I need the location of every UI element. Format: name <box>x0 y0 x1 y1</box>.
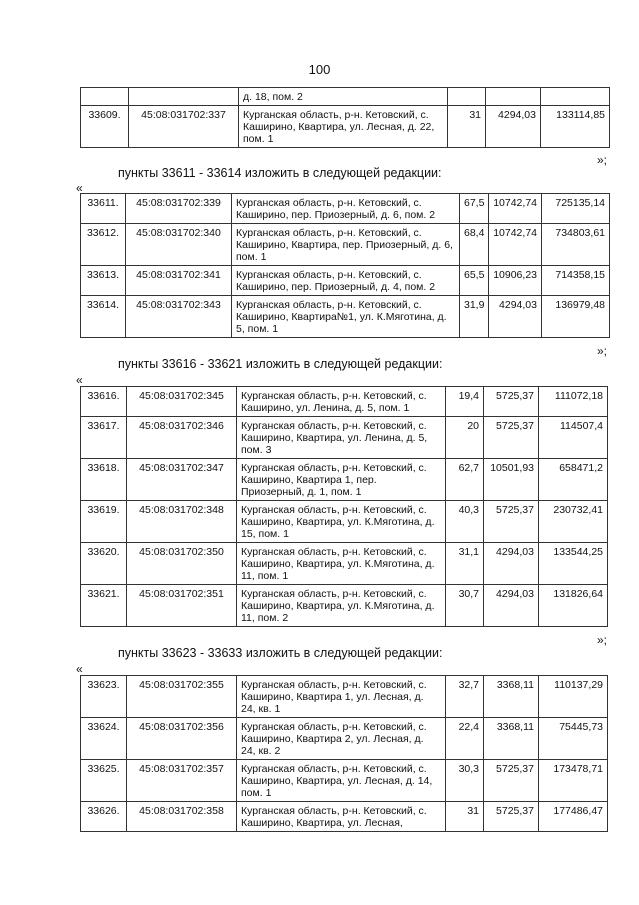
value-cell: 658471,2 <box>539 459 608 501</box>
open-quote: « <box>76 373 83 387</box>
value-cell: 133544,25 <box>539 543 608 585</box>
top-table <box>80 87 610 148</box>
row-number: 33612. <box>81 224 126 266</box>
cadastral-number: 45:08:031702:343 <box>126 296 232 338</box>
cadastral-number: 45:08:031702:341 <box>126 266 232 296</box>
rate-cell: 10742,74 <box>489 224 542 266</box>
table-row <box>81 296 610 338</box>
address-cell: Курганская область, р-н. Кетовский, с. Каширино, Квартира 1, пер. Приозерный, д. 1, пом. 1 <box>237 459 446 501</box>
area-cell: 30,7 <box>446 585 484 627</box>
row-number: 33614. <box>81 296 126 338</box>
rate-cell: 3368,11 <box>484 718 539 760</box>
cadastral-number: 45:08:031702:337 <box>129 106 239 148</box>
row-number: 33609. <box>81 106 129 148</box>
table-row <box>81 387 608 417</box>
row-number: 33617. <box>81 417 127 459</box>
address-cell: Курганская область, р-н. Кетовский, с. Каширино, Квартира, ул. К.Мяготина, д. 11, пом. 2 <box>237 585 446 627</box>
cadastral-number: 45:08:031702:357 <box>127 760 237 802</box>
row-number: 33619. <box>81 501 127 543</box>
value-cell: 230732,41 <box>539 501 608 543</box>
value-cell: 75445,73 <box>539 718 608 760</box>
rate-cell: 10906,23 <box>489 266 542 296</box>
row-number: 33616. <box>81 387 127 417</box>
table-row <box>81 459 608 501</box>
table-row <box>81 224 610 266</box>
row-number: 33611. <box>81 194 126 224</box>
value-cell: 725135,14 <box>542 194 610 224</box>
address-cell: Курганская область, р-н. Кетовский, с. Каширино, Квартира, ул. Лесная, д. 22, пом. 1 <box>239 106 448 148</box>
area-cell: 31,9 <box>460 296 489 338</box>
table-row <box>81 760 608 802</box>
address-cell: Курганская область, р-н. Кетовский, с. Каширино, Квартира, ул. Лесная, <box>237 802 446 832</box>
open-quote: « <box>76 181 83 195</box>
rate-cell: 4294,03 <box>484 585 539 627</box>
address-cell: Курганская область, р-н. Кетовский, с. Каширино, Квартира, ул. Лесная, д. 14, пом. 1 <box>237 760 446 802</box>
cadastral-number: 45:08:031702:358 <box>127 802 237 832</box>
rate-cell: 10501,93 <box>484 459 539 501</box>
address-cell: Курганская область, р-н. Кетовский, с. Каширино, ул. Ленина, д. 5, пом. 1 <box>237 387 446 417</box>
rate-cell: 4294,03 <box>489 296 542 338</box>
address-cell: Курганская область, р-н. Кетовский, с. Каширино, пер. Приозерный, д. 6, пом. 2 <box>232 194 460 224</box>
cadastral-number: 45:08:031702:345 <box>127 387 237 417</box>
table-row <box>81 718 608 760</box>
open-quote: « <box>76 662 83 676</box>
table-row <box>81 802 608 832</box>
row-number: 33613. <box>81 266 126 296</box>
row-number: 33625. <box>81 760 127 802</box>
area-cell: 30,3 <box>446 760 484 802</box>
value-cell: 734803,61 <box>542 224 610 266</box>
value-cell: 111072,18 <box>539 387 608 417</box>
page-number: 100 <box>308 62 331 77</box>
address-cell: Курганская область, р-н. Кетовский, с. Каширино, Квартира, ул. К.Мяготина, д. 15, пом. 1 <box>237 501 446 543</box>
area-cell: 68,4 <box>460 224 489 266</box>
address-cell: Курганская область, р-н. Кетовский, с. Каширино, Квартира 1, ул. Лесная, д. 24, кв. 1 <box>237 676 446 718</box>
cadastral-number: 45:08:031702:339 <box>126 194 232 224</box>
rate-cell: 3368,11 <box>484 676 539 718</box>
area-cell: 20 <box>446 417 484 459</box>
address-cell: Курганская область, р-н. Кетовский, с. Каширино, Квартира 2, ул. Лесная, д. 24, кв. 2 <box>237 718 446 760</box>
area-cell: 22,4 <box>446 718 484 760</box>
cadastral-number: 45:08:031702:355 <box>127 676 237 718</box>
address-cell: Курганская область, р-н. Кетовский, с. Каширино, Квартира№1, ул. К.Мяготина, д. 5, пом. 1 <box>232 296 460 338</box>
close-quote: »; <box>596 633 607 647</box>
area-cell: 40,3 <box>446 501 484 543</box>
rate-cell: 4294,03 <box>486 106 541 148</box>
table-row <box>81 194 610 224</box>
cadastral-number: 45:08:031702:348 <box>127 501 237 543</box>
cadastral-number: 45:08:031702:350 <box>127 543 237 585</box>
rate-cell: 5725,37 <box>484 501 539 543</box>
rate-cell: 5725,37 <box>484 387 539 417</box>
table-row <box>81 543 608 585</box>
area-cell: 31,1 <box>446 543 484 585</box>
row-number <box>81 88 129 106</box>
section-table <box>80 386 608 627</box>
value-cell: 136979,48 <box>542 296 610 338</box>
area-cell: 65,5 <box>460 266 489 296</box>
section-table <box>80 675 608 832</box>
value-cell: 133114,85 <box>541 106 610 148</box>
row-number: 33624. <box>81 718 127 760</box>
area-cell: 19,4 <box>446 387 484 417</box>
row-number: 33618. <box>81 459 127 501</box>
instruction-text: пункты 33611 - 33614 изложить в следующей редакции: <box>118 166 442 180</box>
instruction-text: пункты 33616 - 33621 изложить в следующей редакции: <box>118 357 443 371</box>
table-row <box>81 266 610 296</box>
rate-cell: 4294,03 <box>484 543 539 585</box>
cadastral-number: 45:08:031702:351 <box>127 585 237 627</box>
rate-cell: 5725,37 <box>484 417 539 459</box>
table-row <box>81 88 610 106</box>
row-number: 33620. <box>81 543 127 585</box>
rate-cell: 10742,74 <box>489 194 542 224</box>
cadastral-number: 45:08:031702:356 <box>127 718 237 760</box>
address-cell: Курганская область, р-н. Кетовский, с. Каширино, Квартира, ул. К.Мяготина, д. 11, пом. 1 <box>237 543 446 585</box>
value-cell: 131826,64 <box>539 585 608 627</box>
cadastral-number: 45:08:031702:340 <box>126 224 232 266</box>
cadastral-number <box>129 88 239 106</box>
row-number: 33621. <box>81 585 127 627</box>
value-cell: 714358,15 <box>542 266 610 296</box>
table-row <box>81 585 608 627</box>
cadastral-number: 45:08:031702:346 <box>127 417 237 459</box>
area-cell <box>448 88 486 106</box>
rate-cell: 5725,37 <box>484 760 539 802</box>
address-cell: Курганская область, р-н. Кетовский, с. Каширино, Квартира, ул. Ленина, д. 5, пом. 3 <box>237 417 446 459</box>
value-cell: 173478,71 <box>539 760 608 802</box>
rate-cell <box>486 88 541 106</box>
table-row <box>81 106 610 148</box>
cadastral-number: 45:08:031702:347 <box>127 459 237 501</box>
value-cell: 114507,4 <box>539 417 608 459</box>
address-cell: Курганская область, р-н. Кетовский, с. Каширино, пер. Приозерный, д. 4, пом. 2 <box>232 266 460 296</box>
instruction-text: пункты 33623 - 33633 изложить в следующей редакции: <box>118 646 443 660</box>
value-cell: 177486,47 <box>539 802 608 832</box>
area-cell: 31 <box>448 106 486 148</box>
area-cell: 62,7 <box>446 459 484 501</box>
row-number: 33623. <box>81 676 127 718</box>
table-row <box>81 417 608 459</box>
rate-cell: 5725,37 <box>484 802 539 832</box>
area-cell: 31 <box>446 802 484 832</box>
row-number: 33626. <box>81 802 127 832</box>
section-table <box>80 193 610 338</box>
area-cell: 32,7 <box>446 676 484 718</box>
table-row <box>81 501 608 543</box>
value-cell <box>541 88 610 106</box>
area-cell: 67,5 <box>460 194 489 224</box>
table-row <box>81 676 608 718</box>
value-cell: 110137,29 <box>539 676 608 718</box>
address-cell: д. 18, пом. 2 <box>239 88 448 106</box>
close-quote: »; <box>596 153 607 167</box>
close-quote: »; <box>596 344 607 358</box>
address-cell: Курганская область, р-н. Кетовский, с. Каширино, Квартира, пер. Приозерный, д. 6, пом. 1 <box>232 224 460 266</box>
